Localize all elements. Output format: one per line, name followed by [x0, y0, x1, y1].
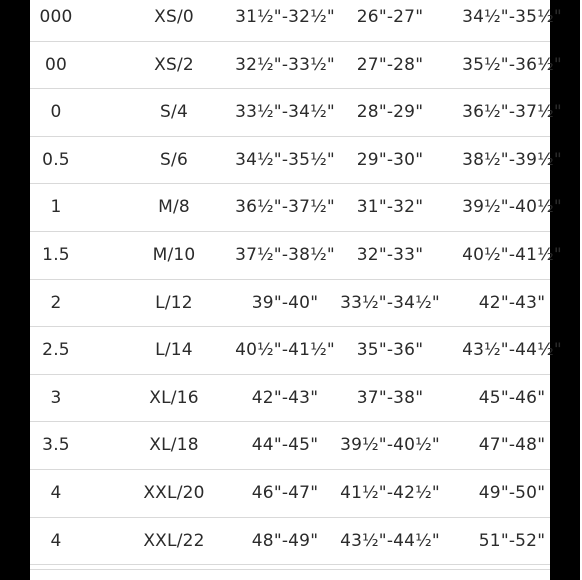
letter-size-cell: XL/16	[149, 387, 199, 408]
hip-cell: 40½"-41½"	[462, 245, 562, 265]
bust-cell: 42"-43"	[251, 387, 319, 408]
waist-cell: 41½"-42½"	[340, 483, 440, 503]
bust-cell: 31½"-32½"	[235, 7, 335, 27]
numeric-size-cell: 2.5	[42, 340, 70, 361]
table-row	[30, 137, 562, 185]
hip-cell: 42"-43"	[478, 292, 546, 313]
numeric-size-cell: 3	[50, 387, 62, 408]
numeric-size-cell: 1	[50, 197, 62, 218]
bust-cell: 39"-40"	[251, 292, 319, 313]
table-row	[30, 518, 550, 566]
table-row	[30, 422, 550, 470]
bust-cell: 40½"-41½"	[235, 340, 335, 361]
table-row	[30, 89, 562, 137]
numeric-size-cell: 4	[50, 530, 62, 551]
waist-cell: 29"-30"	[356, 149, 424, 170]
waist-cell: 31"-32"	[356, 197, 424, 218]
waist-cell: 43½"-44½"	[340, 530, 440, 551]
bust-cell: 44"-45"	[251, 435, 319, 456]
numeric-size-cell: 000	[39, 7, 73, 27]
bust-cell: 37½"-38½"	[235, 245, 335, 265]
bust-cell: 34½"-35½"	[235, 149, 335, 170]
letter-size-cell: XL/18	[149, 435, 199, 456]
numeric-size-cell: 0	[50, 102, 62, 123]
waist-cell: 27"-28"	[356, 54, 424, 75]
table-row	[30, 0, 562, 42]
table-row	[30, 184, 562, 232]
table-row	[30, 470, 550, 518]
table-row	[30, 232, 562, 280]
waist-cell: 32"-33"	[356, 245, 424, 265]
numeric-size-cell: 4	[50, 483, 62, 503]
size-chart-table	[30, 0, 562, 569]
letter-size-cell: S/6	[160, 149, 188, 170]
table-row	[30, 375, 550, 423]
numeric-size-cell: 0.5	[42, 149, 70, 170]
hip-cell: 45"-46"	[478, 387, 546, 408]
table-row	[30, 327, 562, 375]
hip-cell: 43½"-44½"	[462, 340, 562, 361]
letter-size-cell: L/14	[155, 340, 193, 361]
waist-cell: 33½"-34½"	[340, 292, 440, 313]
numeric-size-cell: 00	[44, 54, 68, 75]
hip-cell: 38½"-39½"	[462, 149, 562, 170]
letter-size-cell: XS/0	[154, 7, 194, 27]
numeric-size-cell: 1.5	[42, 245, 70, 265]
table-row	[30, 280, 550, 328]
letter-size-cell: S/4	[160, 102, 188, 123]
bust-cell: 46"-47"	[251, 483, 319, 503]
waist-cell: 26"-27"	[356, 7, 424, 27]
letter-size-cell: XS/2	[154, 54, 194, 75]
table-row	[30, 42, 562, 90]
hip-cell: 49"-50"	[478, 483, 546, 503]
hip-cell: 47"-48"	[478, 435, 546, 456]
waist-cell: 39½"-40½"	[340, 435, 440, 456]
letter-size-cell: XXL/22	[143, 530, 205, 551]
waist-cell: 28"-29"	[356, 102, 424, 123]
bust-cell: 33½"-34½"	[235, 102, 335, 123]
hip-cell: 39½"-40½"	[462, 197, 562, 218]
bust-cell: 32½"-33½"	[235, 54, 335, 75]
hip-cell: 51"-52"	[478, 530, 546, 551]
letter-size-cell: M/10	[152, 245, 196, 265]
hip-cell: 35½"-36½"	[462, 54, 562, 75]
table-bottom-edge	[30, 569, 550, 580]
bust-cell: 36½"-37½"	[235, 197, 335, 218]
waist-cell: 37"-38"	[356, 387, 424, 408]
hip-cell: 36½"-37½"	[462, 102, 562, 123]
bust-cell: 48"-49"	[251, 530, 319, 551]
waist-cell: 35"-36"	[356, 340, 424, 361]
letter-size-cell: M/8	[158, 197, 190, 218]
numeric-size-cell: 3.5	[42, 435, 70, 456]
letter-size-cell: XXL/20	[143, 483, 205, 503]
numeric-size-cell: 2	[50, 292, 62, 313]
hip-cell: 34½"-35½"	[462, 7, 562, 27]
letter-size-cell: L/12	[155, 292, 193, 313]
